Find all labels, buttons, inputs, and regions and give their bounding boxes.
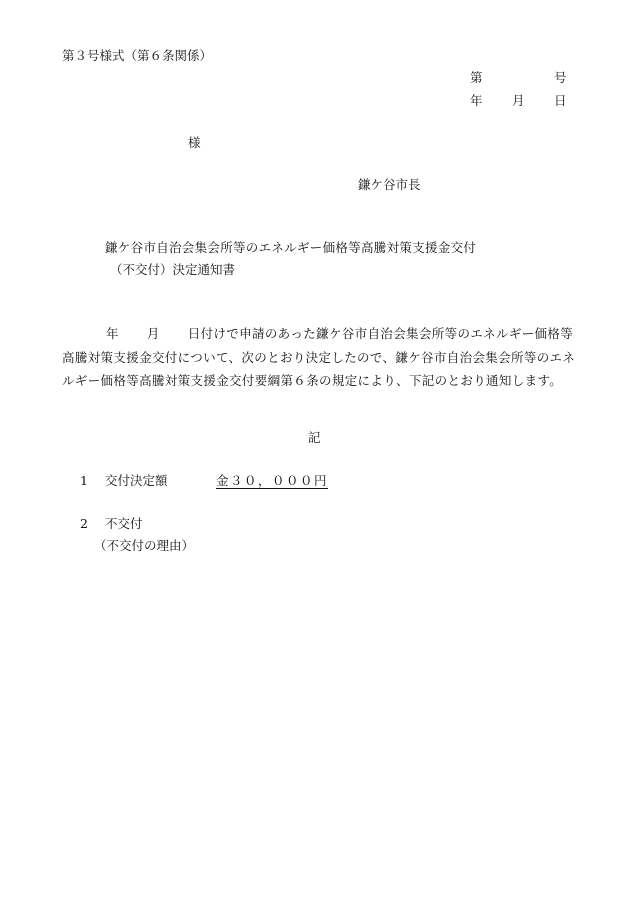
date-year-label: 年	[470, 93, 483, 108]
item-label-non-grant: 不交付	[105, 516, 143, 531]
form-label: 第３号様式（第６条関係）	[62, 48, 213, 63]
sender-name: 鎌ケ谷市長	[358, 177, 421, 192]
document-title-line-2: （不交付）決定通知書	[110, 262, 236, 277]
document-number-suffix: 号	[554, 70, 567, 85]
addressee-honorific: 様	[188, 135, 201, 150]
date-month-label: 月	[512, 93, 525, 108]
document-title-line-1: 鎌ケ谷市自治会集会所等のエネルギー価格等高騰対策支援金交付	[105, 240, 477, 255]
item-number: 2	[80, 516, 88, 531]
item-number: 1	[80, 473, 88, 488]
non-grant-reason-label: （不交付の理由）	[94, 538, 195, 553]
body-year-label: 年	[106, 326, 119, 341]
grant-amount-value: 金３０，０００円	[216, 473, 329, 488]
body-text: 日付けで申請のあった鎌ケ谷市自治会集会所等のエネルギー価格等高騰対策支援金交付について、次のとおり決定したので、鎌ケ谷市自治会集会所等のエネルギー価格等高騰対策支援金交付要綱第６条の規定により、下記のとおり通知します。	[62, 326, 576, 388]
document-number-label: 第	[470, 70, 483, 85]
date-day-label: 日	[554, 93, 567, 108]
body-month-label: 月	[146, 326, 160, 341]
body-paragraph	[62, 322, 580, 393]
ki-heading: 記	[308, 430, 321, 445]
item-label-grant-amount: 交付決定額	[105, 473, 168, 488]
